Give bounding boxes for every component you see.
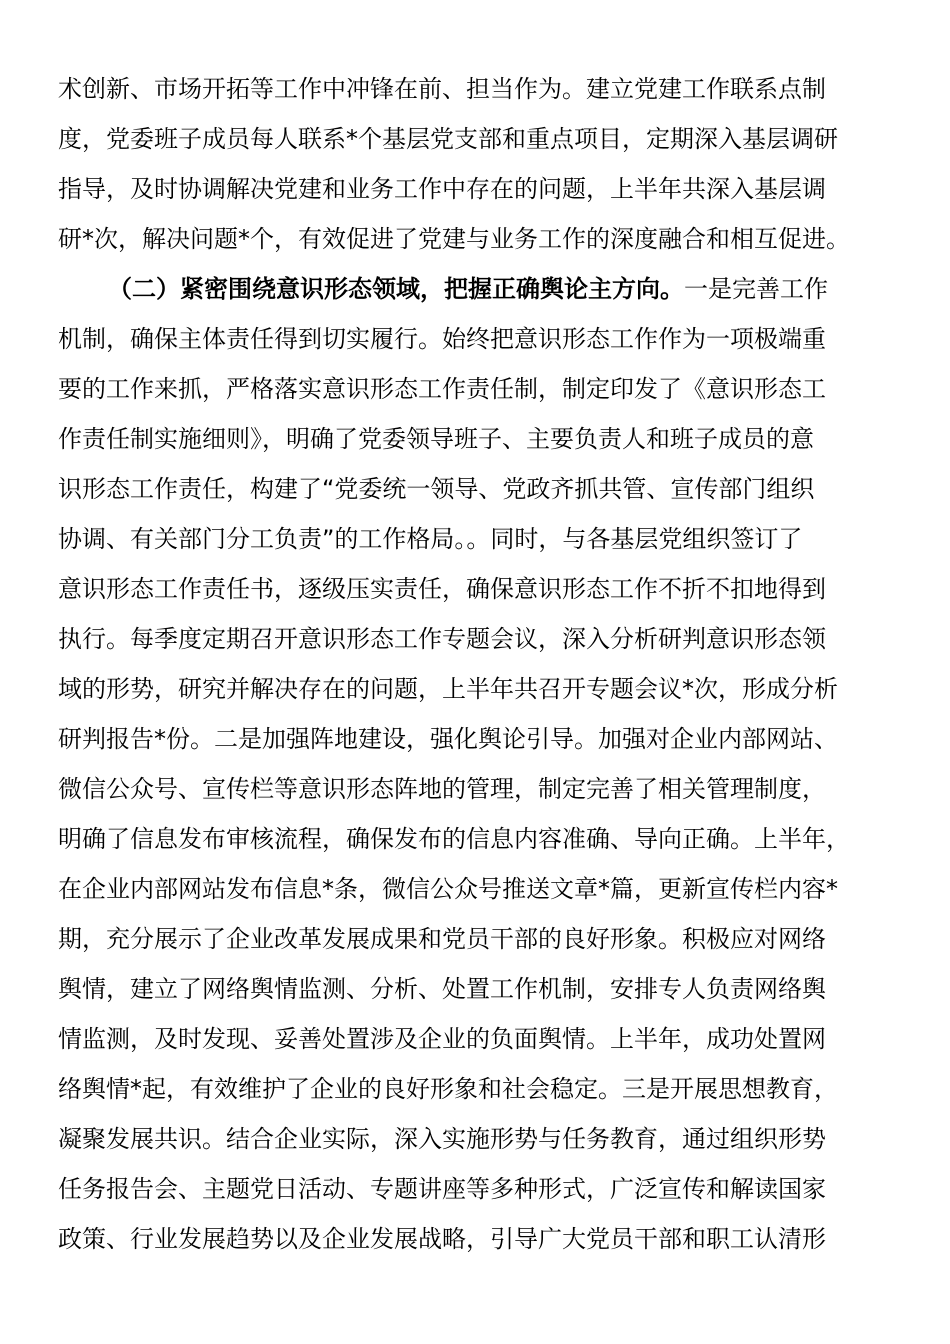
body-text-line: 明确了信息发布审核流程，确保发布的信息内容准确、导向正确。上半年， [58, 825, 850, 853]
body-text-line: 指导，及时协调解决党建和业务工作中存在的问题，上半年共深入基层调 [58, 175, 826, 203]
body-text-line: 政策、行业发展趋势以及企业发展战略，引导广大党员干部和职工认清形 [58, 1225, 826, 1253]
body-text-line: 微信公众号、宣传栏等意识形态阵地的管理，制定完善了相关管理制度， [58, 775, 826, 803]
body-text-line: 期，充分展示了企业改革发展成果和党员干部的良好形象。积极应对网络 [58, 925, 826, 953]
section-heading: （二）紧密围绕意识形态领域，把握正确舆论主方向。 [108, 275, 684, 303]
body-text-line: 研判报告*份。二是加强阵地建设，强化舆论引导。加强对企业内部网站、 [58, 725, 838, 753]
body-text-line: 研*次，解决问题*个，有效促进了党建与业务工作的深度融合和相互促进。 [58, 225, 850, 253]
document-body [58, 64, 892, 1264]
body-text-line: 执行。每季度定期召开意识形态工作专题会议，深入分析研判意识形态领 [58, 625, 826, 653]
body-text-line: 域的形势，研究并解决存在的问题，上半年共召开专题会议*次，形成分析 [58, 675, 838, 703]
body-text-fragment: 一是完善工作 [684, 275, 828, 303]
body-text-line: 度，党委班子成员每人联系*个基层党支部和重点项目，定期深入基层调研 [58, 125, 838, 153]
body-text-line: 术创新、市场开拓等工作中冲锋在前、担当作为。建立党建工作联系点制 [58, 75, 826, 103]
body-text-line: 协调、有关部门分工负责”的工作格局。。同时，与各基层党组织签订了 [58, 525, 803, 553]
body-text-line: 在企业内部网站发布信息*条，微信公众号推送文章*篇，更新宣传栏内容* [58, 875, 838, 903]
body-text-line: 络舆情*起，有效维护了企业的良好形象和社会稳定。三是开展思想教育， [58, 1075, 838, 1103]
body-text-line: 机制，确保主体责任得到切实履行。始终把意识形态工作作为一项极端重 [58, 325, 826, 353]
body-text-line: 意识形态工作责任书，逐级压实责任，确保意识形态工作不折不扣地得到 [58, 575, 826, 603]
body-text-line: 舆情，建立了网络舆情监测、分析、处置工作机制，安排专人负责网络舆 [58, 975, 826, 1003]
body-text-line: 情监测，及时发现、妥善处置涉及企业的负面舆情。上半年，成功处置网 [58, 1025, 826, 1053]
body-text-line: 识形态工作责任，构建了“党委统一领导、党政齐抓共管、宣传部门组织 [58, 475, 815, 503]
body-text-line: 作责任制实施细则》，明确了党委领导班子、主要负责人和班子成员的意 [58, 425, 814, 453]
body-text-line: 要的工作来抓，严格落实意识形态工作责任制，制定印发了《意识形态工 [58, 375, 826, 403]
body-text-line: 任务报告会、主题党日活动、专题讲座等多种形式，广泛宣传和解读国家 [58, 1175, 826, 1203]
section-heading-line [58, 264, 892, 314]
body-text-line: 凝聚发展共识。结合企业实际，深入实施形势与任务教育，通过组织形势 [58, 1125, 826, 1153]
